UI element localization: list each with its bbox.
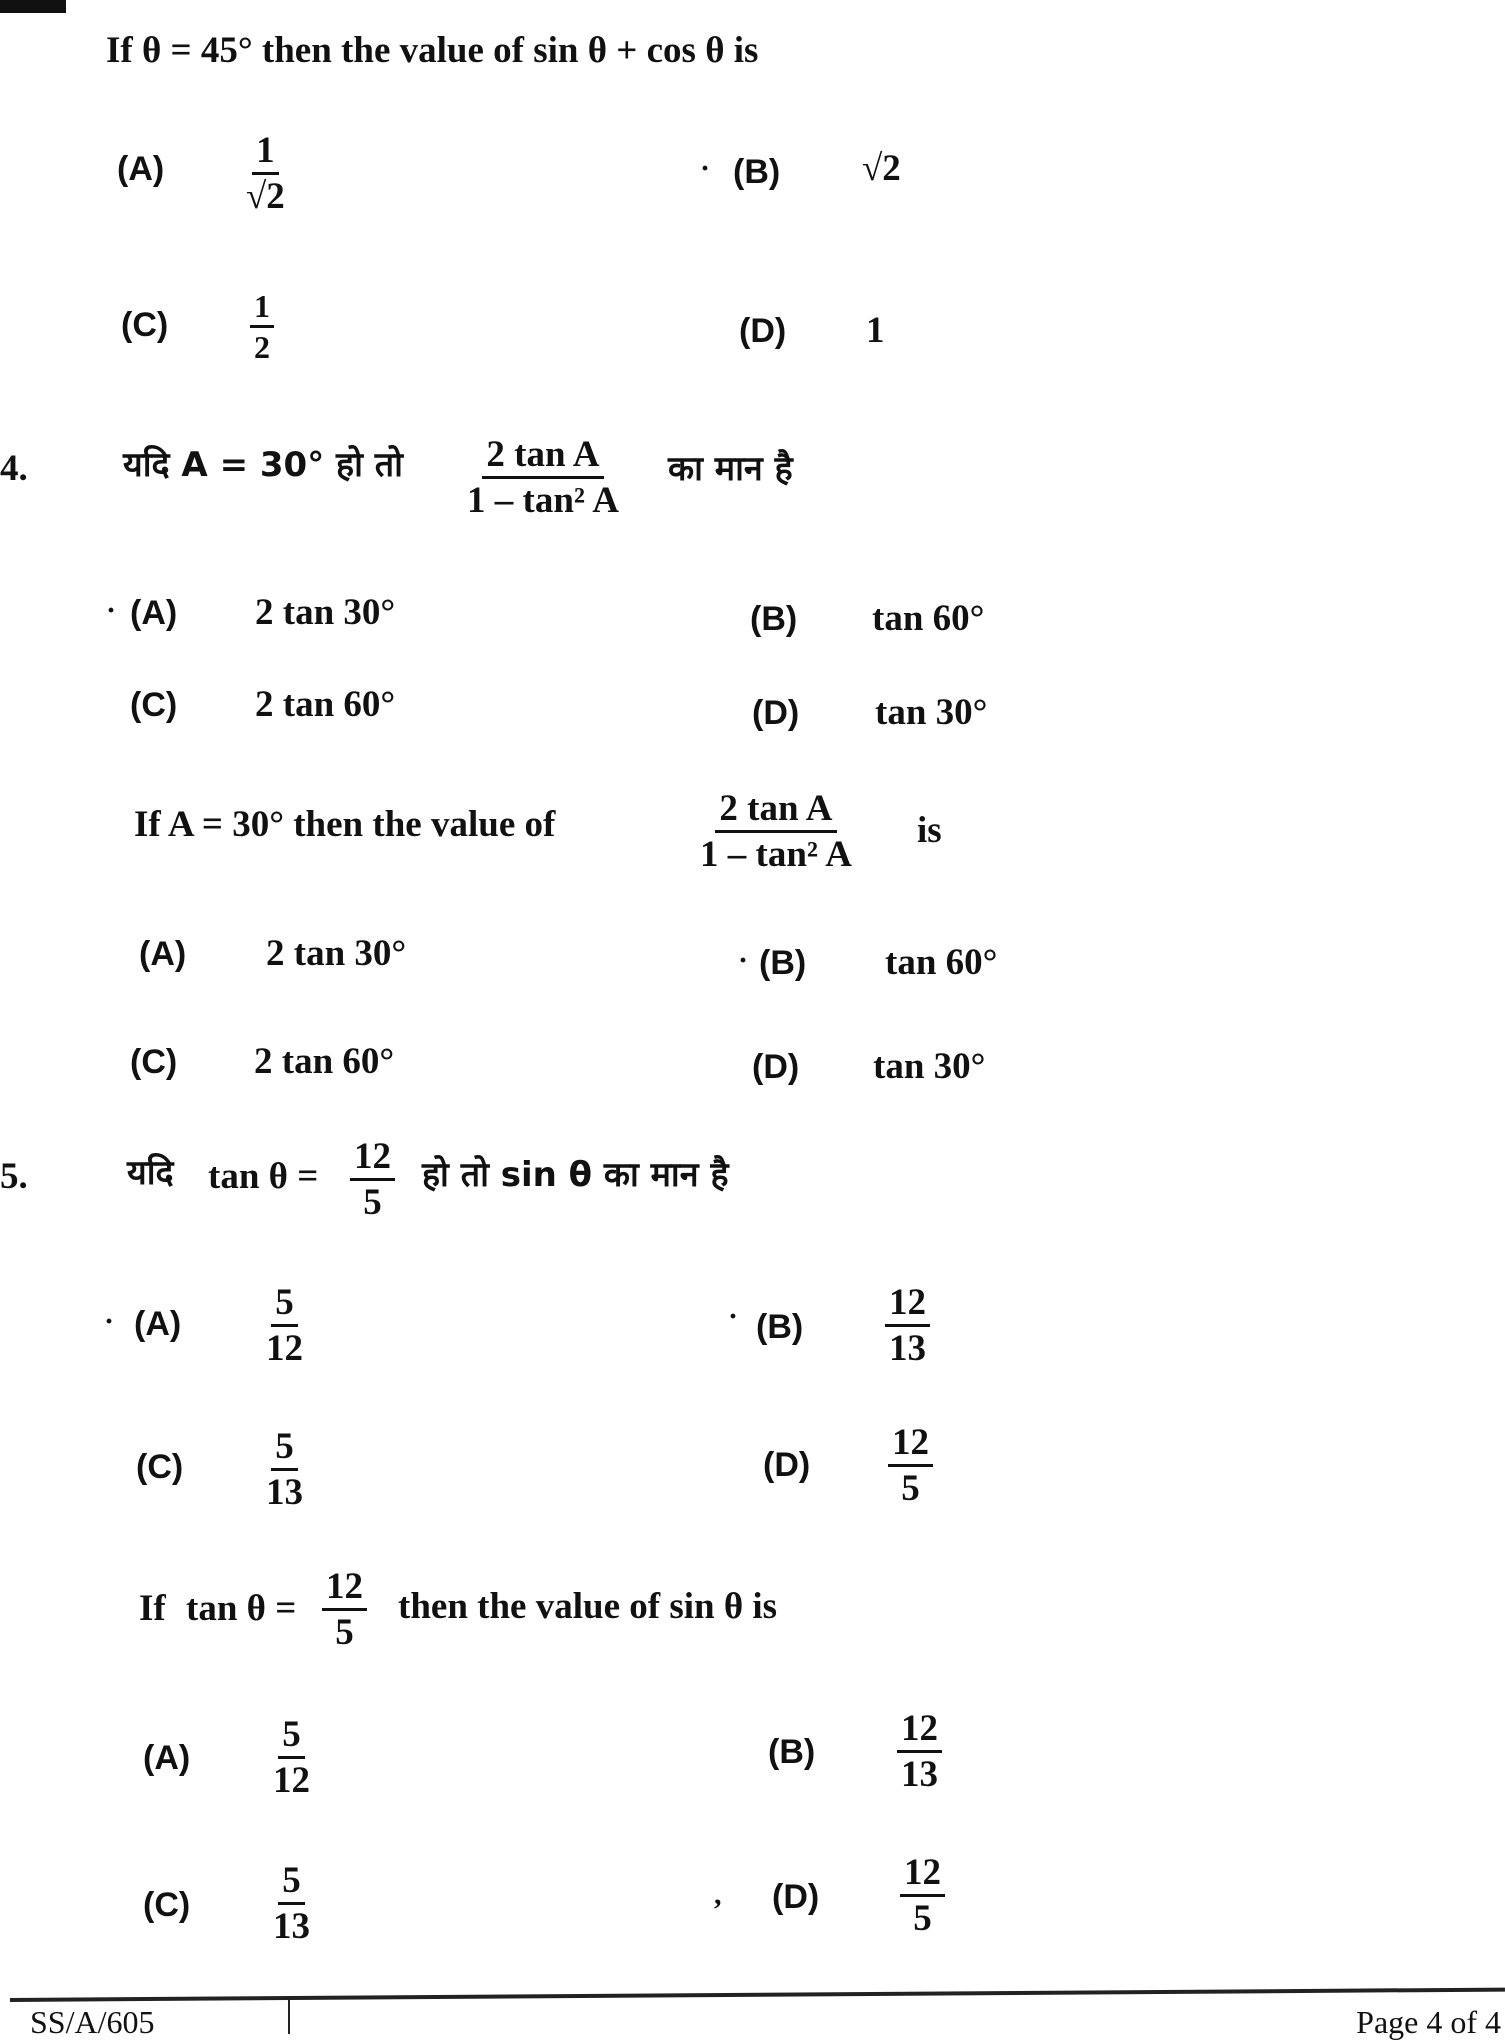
q4h-option-c-value: 2 tan 60° — [255, 684, 396, 725]
q5e-option-d-value: $\frac{12}{5}$ — [900, 1854, 945, 1937]
tick-mark: · — [106, 594, 117, 627]
q5e-option-b-label: (B) — [768, 1733, 816, 1771]
q4h-option-c-label: (C) — [130, 686, 178, 724]
q5h-option-d-value: $\frac{12}{5}$ — [888, 1424, 933, 1507]
paper-code: SS/A/605 — [30, 2004, 155, 2040]
footer-divider — [288, 2000, 290, 2034]
tick-mark: , — [714, 1878, 722, 1911]
page-number: Page 4 of 4 — [1356, 2004, 1501, 2040]
q5h-option-d-label: (D) — [763, 1446, 811, 1484]
corner-mark — [0, 0, 66, 13]
q4e-option-b-label: (B) — [759, 944, 807, 982]
q5h-option-a-label: (A) — [134, 1305, 182, 1343]
q5-english-fraction: $\frac{12}{5}$ — [322, 1568, 367, 1651]
q4-english-pre: If A = 30° then the value of — [134, 804, 556, 845]
q4e-option-b-value: tan 60° — [885, 942, 998, 983]
q3-option-c-value: $\frac{1}{2}$ — [250, 290, 274, 363]
q4e-option-a-label: (A) — [139, 935, 187, 973]
q3-option-a-label: (A) — [117, 150, 165, 188]
tick-mark: · — [700, 152, 711, 185]
q5-english-post: then the value of sin θ is — [398, 1586, 778, 1627]
q5e-option-b-value: $\frac{12}{13}$ — [897, 1710, 942, 1793]
q5e-option-c-value: $\frac{5}{13}$ — [273, 1860, 310, 1947]
q4-english-post: is — [917, 810, 942, 851]
q4h-option-b-value: tan 60° — [872, 598, 985, 639]
q5e-option-a-value: $\frac{5}{12}$ — [273, 1714, 310, 1801]
q4-hindi-pre: यदि A = 30° हो तो — [123, 445, 403, 485]
q4h-option-b-label: (B) — [750, 600, 798, 638]
q5h-option-c-value: $\frac{5}{13}$ — [266, 1426, 303, 1513]
tick-mark: · — [728, 1300, 739, 1333]
q5h-option-b-label: (B) — [756, 1308, 804, 1346]
q4e-option-a-value: 2 tan 30° — [266, 933, 407, 974]
q5-english-pre: If — [139, 1588, 166, 1629]
q4h-option-a-label: (A) — [130, 594, 178, 632]
q3-english-text: If θ = 45° then the value of sin θ + cos θ is — [106, 30, 759, 71]
q3-option-b-label: (B) — [733, 153, 781, 191]
q5-hindi-pre: यदि — [127, 1153, 174, 1193]
q4-hindi-fraction: $\frac{\text{2 tan A}}{\text{1 – tan² A}}$ — [467, 434, 619, 521]
q5-hindi-post: हो तो sin θ का मान है — [422, 1155, 729, 1195]
q5h-option-b-value: $\frac{12}{13}$ — [885, 1284, 930, 1367]
q5-english-tan: tan θ = — [186, 1588, 297, 1629]
q5h-option-c-label: (C) — [136, 1448, 184, 1486]
q4h-option-d-label: (D) — [752, 694, 800, 732]
q3-option-d-value: 1 — [866, 310, 885, 351]
q5-hindi-tan: tan θ = — [208, 1156, 319, 1197]
q5h-option-a-value: $\frac{5}{12}$ — [266, 1282, 303, 1369]
footer-rule — [10, 1988, 1505, 2002]
q3-option-b-value: √2 — [862, 148, 901, 189]
q5-hindi-fraction: $\frac{12}{5}$ — [350, 1138, 395, 1221]
q4e-option-d-value: tan 30° — [873, 1046, 986, 1087]
q3-option-d-label: (D) — [739, 312, 787, 350]
tick-mark: · — [104, 1305, 115, 1338]
q4-number: 4. — [0, 448, 28, 489]
q3-option-c-label: (C) — [121, 306, 169, 344]
q4-hindi-post: का मान है — [668, 449, 793, 489]
q3-option-a-value: $\frac{1}{√2}$ — [246, 130, 285, 217]
tick-mark: · — [738, 944, 749, 977]
q4h-option-d-value: tan 30° — [875, 692, 988, 733]
q4e-option-c-label: (C) — [130, 1043, 178, 1081]
q4-english-fraction: $\frac{\text{2 tan A}}{\text{1 – tan² A}}$ — [700, 788, 852, 875]
q5e-option-c-label: (C) — [143, 1886, 191, 1924]
q5e-option-d-label: (D) — [772, 1878, 820, 1916]
q4e-option-d-label: (D) — [752, 1048, 800, 1086]
q4h-option-a-value: 2 tan 30° — [255, 592, 396, 633]
q4e-option-c-value: 2 tan 60° — [254, 1041, 395, 1082]
q5-number: 5. — [0, 1156, 28, 1197]
q5e-option-a-label: (A) — [143, 1739, 191, 1777]
